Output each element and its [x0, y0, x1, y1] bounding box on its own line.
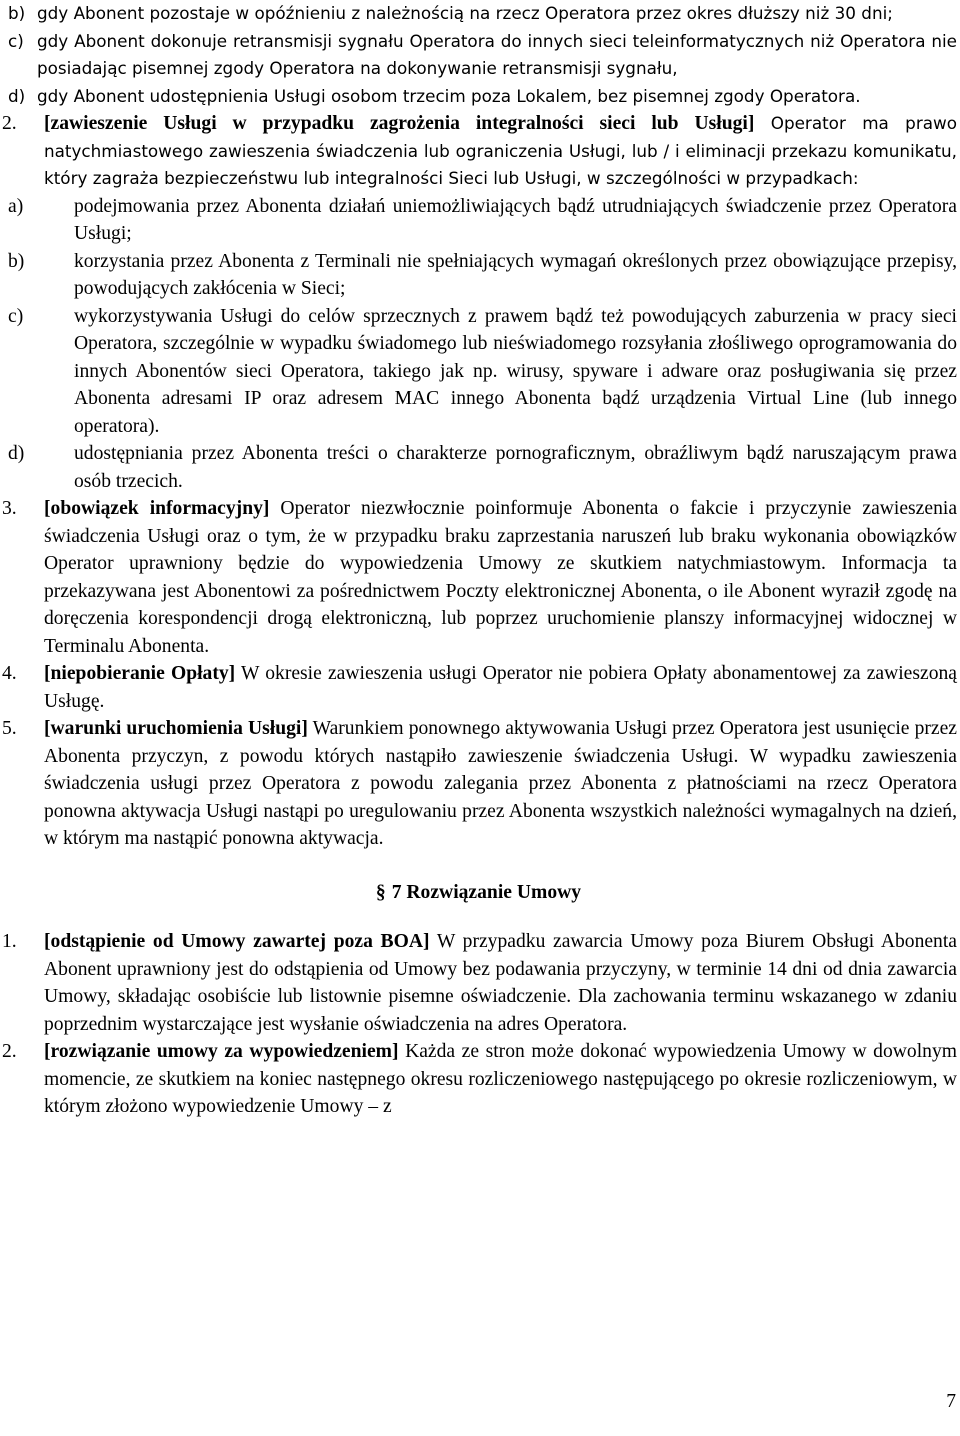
paragraph-number: 2.	[2, 113, 17, 134]
section-heading	[0, 879, 957, 907]
page-number: 7	[946, 1391, 956, 1412]
list-marker: b)	[8, 250, 25, 272]
paragraph-title: [rozwiązanie umowy za wypowiedzeniem]	[44, 1041, 399, 1062]
list-marker: a)	[8, 195, 24, 217]
list-item-text: gdy Abonent pozostaje w opóźnieniu z należnością na rzecz Operatora przez okres dłuższy niż 30 dni;	[37, 3, 893, 23]
paragraph-text	[44, 495, 957, 660]
paragraph-3-information	[0, 495, 957, 660]
paragraph-1-withdrawal	[0, 928, 957, 1038]
list-marker: d)	[8, 443, 25, 464]
paragraph-body: Operator niezwłocznie poinformuje Abonenta o fakcie i przyczynie zawieszenia świadczenia Usługi oraz o tym, że w przypadku braku zaprzestania naruszeń lub braku wykonania obowiązków Operator uprawniony będzie do wypowiedzenia Umowy ze skutkiem natychmiastowym. Informacja ta przekazywana jest Abonentowi za pośrednictwem Poczty elektronicznej Abonenta, o ile Abonent wyraził zgodę na doręczenia korespondencji drogą elektroniczną, lub poprzez uruchomienie planszy informacyjnej widocznej w Terminalu Abonenta.	[44, 498, 958, 657]
paragraph-number: 5.	[2, 718, 17, 739]
list-item	[0, 303, 957, 441]
paragraph-number: 3.	[2, 498, 17, 519]
list-item-text: gdy Abonent dokonuje retransmisji sygnału Operatora do innych sieci teleinformatycznych niż Operatora nie posiadając pisemnej zgody Operatora na dokonywanie retransmisji sygnału,	[37, 30, 957, 78]
paragraph-body: W okresie zawieszenia usługi Operator nie pobiera Opłaty abonamentowej za zawieszoną Usługę.	[44, 663, 957, 712]
list-item-text: wykorzystywania Usługi do celów sprzecznych z prawem bądź też powodujących zaburzenia w pracy sieci Operatora, szczególnie w wypadku świadomego lub nieświadomego rozsyłania złośliwego oprogramowania do innych Abonentów sieci Operatora, takiego jak np. wirusy, spyware i adware oraz posługiwania się przez Abonenta adresami IP oraz adresem MAC innego Abonenta bądź urządzenia Virtual Line (lub innego operatora).	[74, 305, 957, 437]
paragraph-text	[44, 715, 957, 853]
list-item-text: podejmowania przez Abonenta działań uniemożliwiających bądź utrudniających świadczenie przez Operatora Usługi;	[74, 195, 957, 244]
list-item	[0, 193, 957, 248]
list-marker: c)	[8, 305, 24, 327]
paragraph-4-no-fee	[0, 660, 957, 715]
paragraph-text	[44, 928, 957, 1038]
paragraph-title: [obowiązek informacyjny]	[44, 498, 270, 519]
list-item	[0, 248, 957, 303]
list-item-text: gdy Abonent udostępnienia Usługi osobom trzecim poza Lokalem, bez pisemnej zgody Operatora.	[37, 85, 861, 106]
paragraph-number: 2.	[2, 1041, 17, 1062]
paragraph-2-termination	[0, 1038, 957, 1121]
paragraph-number: 1.	[2, 931, 17, 952]
list-item	[0, 440, 957, 495]
paragraph-title: [odstąpienie od Umowy zawartej poza BOA]	[44, 931, 430, 952]
paragraph-body: Operator ma prawo natychmiastowego zawieszenia świadczenia lub ograniczenia Usługi, lub / i eliminacji przekazu komunikatu, który zagraża bezpieczeństwu lub integralności Sieci lub Usługi, w szczególności w przypadkach:	[44, 113, 958, 188]
list-item	[0, 0, 957, 28]
paragraph-body: W przypadku zawarcia Umowy poza Biurem Obsługi Abonenta Abonent uprawniony jest do odstąpienia od Umowy bez podawania przyczyny, w terminie 14 dni od dnia zawarcia Umowy, składając osobiście lub listownie pisemne oświadczenie. Dla zachowania terminu wskazanego w zdaniu poprzednim wystarczające jest wysłanie oświadczenia na adres Operatora.	[44, 931, 957, 1035]
paragraph-body: Każda ze stron może dokonać wypowiedzenia Umowy w dowolnym momencie, ze skutkiem na koniec następnego okresu rozliczeniowego następującego po okresie rozliczeniowym, w którym złożono wypowiedzenie Umowy – z	[44, 1041, 957, 1117]
paragraph-body: Warunkiem ponownego aktywowania Usługi przez Operatora jest usunięcie przez Abonenta przyczyn, z powodu których nastąpiło zawieszenie świadczenia Usługi. W wypadku zawieszenia świadczenia usługi przez Operatora z powodu zalegania przez Abonenta z płatnościami na rzecz Operatora ponowna aktywacja Usługi nastąpi po uregulowaniu przez Abonenta wszystkich należności wymagalnych na dzień, w którym ma nastąpić ponowna aktywacja.	[44, 718, 957, 849]
paragraph-2-suspension	[0, 110, 957, 193]
list-marker: d)	[8, 85, 26, 106]
section-symbol: §	[375, 881, 386, 903]
list-item-text: korzystania przez Abonenta z Terminali nie spełniających wymagań określonych przez obowiązujące przepisy, powodujących zakłócenia w Sieci;	[74, 250, 957, 299]
list-item	[0, 83, 957, 111]
paragraph-title: [niepobieranie Opłaty]	[44, 663, 236, 684]
list-item-text: udostępniania przez Abonenta treści o charakterze pornograficznym, obraźliwym bądź naruszającym prawa osób trzecich.	[74, 443, 957, 492]
list-marker: c)	[8, 30, 24, 51]
paragraph-text	[44, 660, 957, 715]
paragraph-text	[44, 110, 957, 193]
paragraph-title: [warunki uruchomienia Usługi]	[44, 718, 308, 739]
list-item	[0, 28, 957, 83]
section-title: 7 Rozwiązanie Umowy	[391, 881, 582, 903]
paragraph-text	[44, 1038, 957, 1121]
list-marker: b)	[8, 3, 26, 23]
paragraph-title: [zawieszenie Usługi w przypadku zagrożenia integralności sieci lub Usługi]	[44, 113, 755, 134]
paragraph-number: 4.	[2, 663, 17, 684]
paragraph-5-reactivation	[0, 715, 957, 853]
